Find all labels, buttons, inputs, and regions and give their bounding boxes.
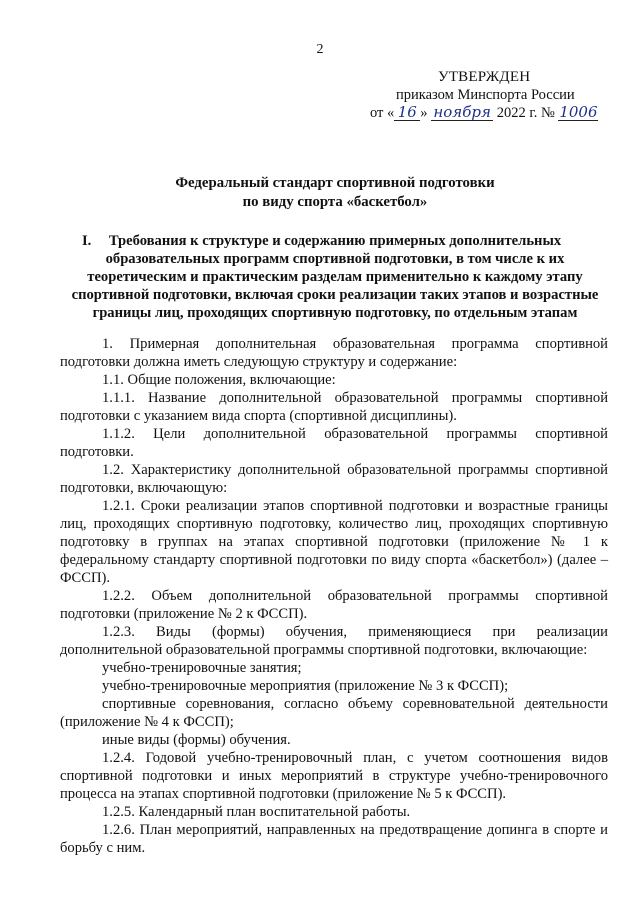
approval-prefix: от « [370,105,395,121]
approval-order: приказом Минспорта России [396,87,575,103]
paragraph-1-2-4: 1.2.4. Годовой учебно-тренировочный план, с учетом соотношения видов спортивной подготовки и иных мероприятий в структуре учебно-тренировочного процесса на этапах спортивной подготовки (приложение № 5 к ФССП). [60,750,608,802]
paragraph-1-2-1: 1.2.1. Сроки реализации этапов спортивной подготовки и возрастные границы лиц, проходящих спортивную подготовку, количество лиц, проходящих спортивную подготовку в группах на этапах спортивной подготовки (приложение № 1 к федеральному стандарту спортивной подготовки по виду спорта «баскетбол») (далее – ФССП). [60,498,608,586]
document-title [60,174,610,212]
document-body [60,335,608,857]
paragraph-1-1-1: 1.1.1. Название дополнительной образовательной программы спортивной подготовки с указанием вида спорта (спортивной дисциплины). [60,390,608,424]
approval-stamp [370,68,620,122]
section-heading [60,232,610,322]
list-item: учебно-тренировочные занятия; [102,660,302,676]
approval-date-line [370,104,620,122]
approval-title: УТВЕРЖДЕН [438,69,531,85]
approval-year: 2022 г. № [493,105,559,121]
approval-number: 1006 [559,103,598,121]
section-number: I. [82,233,92,249]
section-line-4: спортивной подготовки, включая сроки реализации таких этапов и возрастные [71,287,599,303]
paragraph-1-2-6: 1.2.6. План мероприятий, направленных на предотвращение допинга в спорте и борьбу с ним. [60,822,608,856]
approval-day: 16 [394,105,420,121]
section-line-5: границы лиц, проходящих спортивную подготовку, по отдельным этапам [92,305,578,321]
paragraph-1: 1. Примерная дополнительная образовательная программа спортивной подготовки должна иметь следующую структуру и содержание: [60,336,608,370]
section-line-3: теоретическим и практическим разделам применительно к каждому этапу [87,269,583,285]
paragraph-1-2-2: 1.2.2. Объем дополнительной образовательной программы спортивной подготовки (приложение № 2 к ФССП). [60,588,608,622]
section-line-1: Требования к структуре и содержанию примерных дополнительных [108,233,562,249]
section-line-2: образовательных программ спортивной подготовки, в том числе к их [105,251,565,267]
paragraph-1-1: 1.1. Общие положения, включающие: [102,372,336,388]
list-item: спортивные соревнования, согласно объему соревновательной деятельности (приложение № 4 к ФССП); [60,696,608,730]
page-number: 2 [316,42,324,57]
paragraph-1-1-2: 1.1.2. Цели дополнительной образовательной программы спортивной подготовки. [60,426,608,460]
list-item: учебно-тренировочные мероприятия (приложение № 3 к ФССП); [102,678,509,694]
paragraph-1-2-5: 1.2.5. Календарный план воспитательной работы. [102,804,411,820]
title-line-1: Федеральный стандарт спортивной подготовки [175,175,495,191]
list-item: иные виды (формы) обучения. [102,732,291,748]
paragraph-1-2: 1.2. Характеристику дополнительной образовательной программы спортивной подготовки, включающую: [60,462,608,496]
approval-month: ноября [431,105,493,121]
title-line-2: по виду спорта «баскетбол» [242,194,428,210]
approval-mid: » [420,105,432,121]
paragraph-1-2-3: 1.2.3. Виды (формы) обучения, применяющиеся при реализации дополнительной образовательной программы спортивной подготовки, включающие: [60,624,608,658]
